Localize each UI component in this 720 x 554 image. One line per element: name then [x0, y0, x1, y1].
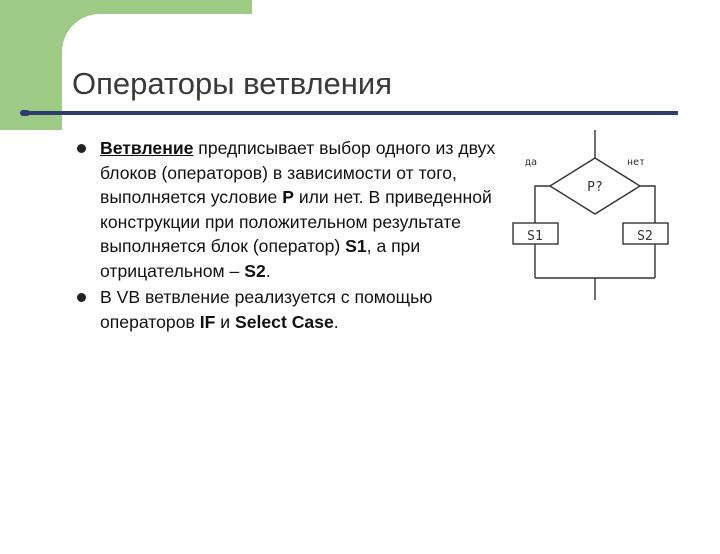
block-s1: S1 — [345, 236, 367, 256]
bullet-dot-icon — [77, 144, 86, 153]
condition-p: P — [282, 187, 294, 207]
keyword-if: IF — [199, 311, 216, 332]
no-label: нет — [627, 157, 646, 168]
bullet-text: и — [215, 311, 235, 332]
bullet-text: . — [333, 311, 339, 332]
s2-label: S2 — [637, 229, 653, 244]
bullet-text: В VB ветвление реализуется с помощью операторов — [100, 287, 433, 332]
yes-branch-line — [535, 186, 550, 223]
bullet-text: предписывает выбор одного из двух блоков (операторов) в зависимости от того, выполняется условие — [100, 138, 496, 207]
s1-label: S1 — [527, 229, 543, 244]
bullet-text: или нет. В приведенной конструкции при положительном результате выполняется блок (оператор) — [100, 187, 492, 256]
bullet-text: . — [265, 260, 271, 281]
no-branch-line — [640, 186, 655, 223]
branching-flowchart — [505, 130, 695, 305]
term-branching: Ветвление — [100, 138, 194, 158]
keyword-select-case: Select Case — [234, 311, 334, 332]
bullet-dot-icon — [77, 293, 86, 302]
yes-label: да — [525, 157, 538, 168]
bullet-item — [74, 285, 514, 334]
bullet-item — [74, 136, 514, 283]
block-s2: S2 — [244, 260, 266, 281]
title-rule — [24, 111, 678, 115]
condition-label: P? — [587, 180, 603, 195]
slide-title: Операторы ветвления — [72, 66, 393, 101]
bullet-text: , а при отрицательном – — [100, 236, 421, 281]
bullet-list — [74, 136, 514, 336]
